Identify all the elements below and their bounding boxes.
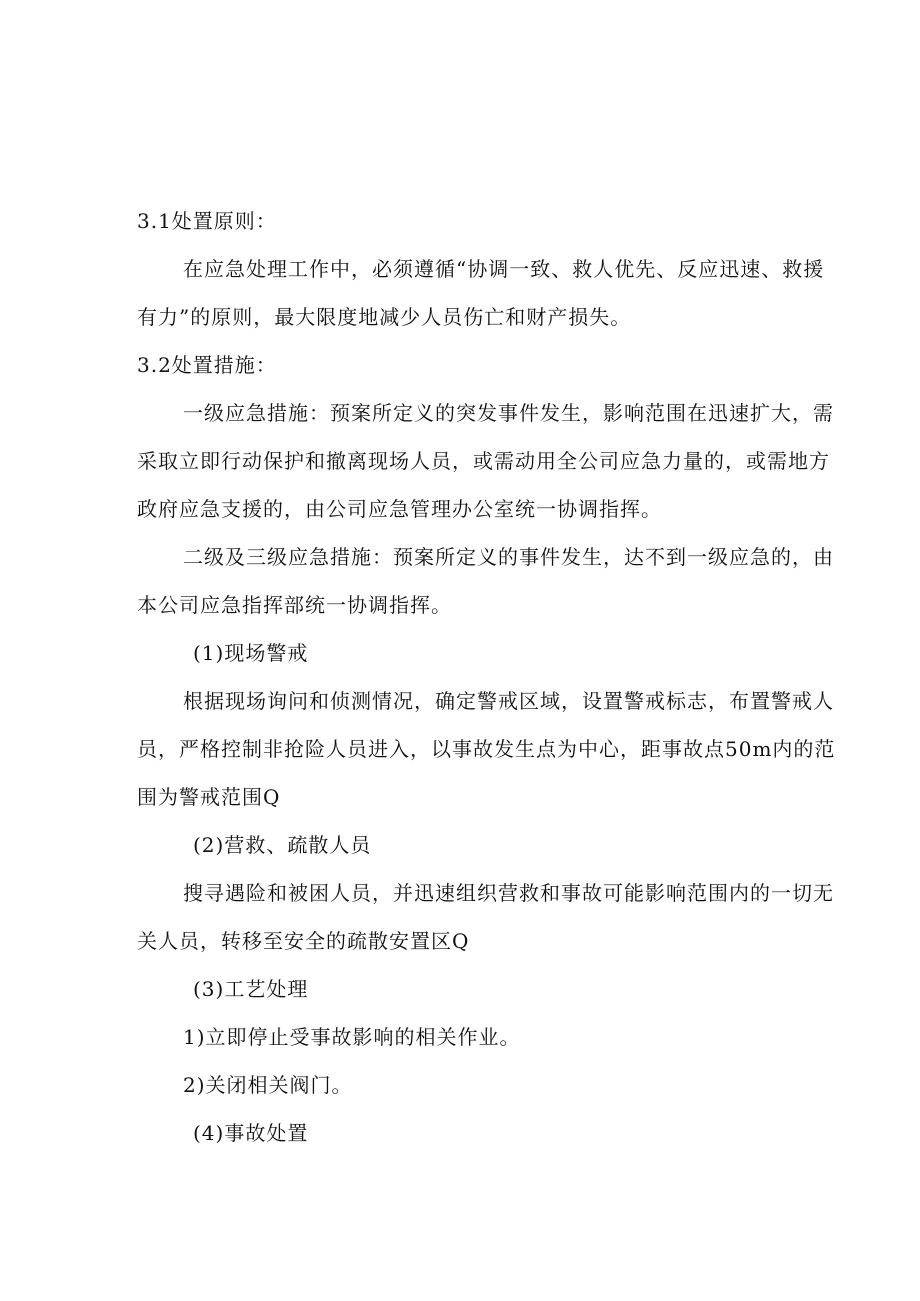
paragraph-line: 根据现场询问和侦测情况，确定警戒区域，设置警戒标志，布置警戒人: [183, 689, 834, 713]
item-title-4: (4)事故处置: [193, 1121, 309, 1145]
paragraph-line: 采取立即行动保护和撤离现场人员，或需动用全公司应急力量的，或需地方: [137, 449, 830, 473]
paragraph-line: 搜寻遇险和被困人员，并迅速组织营救和事故可能影响范围内的一切无: [183, 881, 834, 905]
paragraph-line: 一级应急措施：预案所定义的突发事件发生，影响范围在迅速扩大，需: [183, 401, 834, 425]
paragraph-line: 员，严格控制非抢险人员进入，以事故发生点为中心，距事故点50m内的范: [137, 737, 836, 761]
item-title-3: (3)工艺处理: [193, 977, 309, 1001]
item-title-2: (2)营救、疏散人员: [193, 833, 372, 857]
section-heading-3-2: 3.2处置措施：: [137, 353, 277, 377]
paragraph-line: 在应急处理工作中，必须遵循“协调一致、救人优先、反应迅速、救援: [183, 257, 825, 281]
section-heading-3-1: 3.1处置原则：: [137, 209, 277, 233]
paragraph-line: 本公司应急指挥部统一协调指挥。: [137, 593, 452, 617]
paragraph-line: 围为警戒范围Q: [137, 785, 281, 809]
paragraph-line: 政府应急支援的，由公司应急管理办公室统一协调指挥。: [137, 497, 662, 521]
paragraph-line: 有力”的原则，最大限度地减少人员伤亡和财产损失。: [137, 305, 632, 329]
paragraph-line: 关人员，转移至安全的疏散安置区Q: [137, 929, 470, 953]
sub-step-1: 1)立即停止受事故影响的相关作业。: [183, 1025, 521, 1049]
sub-step-2: 2)关闭相关阀门。: [183, 1073, 353, 1097]
item-title-1: (1)现场警戒: [193, 641, 309, 665]
paragraph-line: 二级及三级应急措施：预案所定义的事件发生，达不到一级应急的，由: [183, 545, 834, 569]
